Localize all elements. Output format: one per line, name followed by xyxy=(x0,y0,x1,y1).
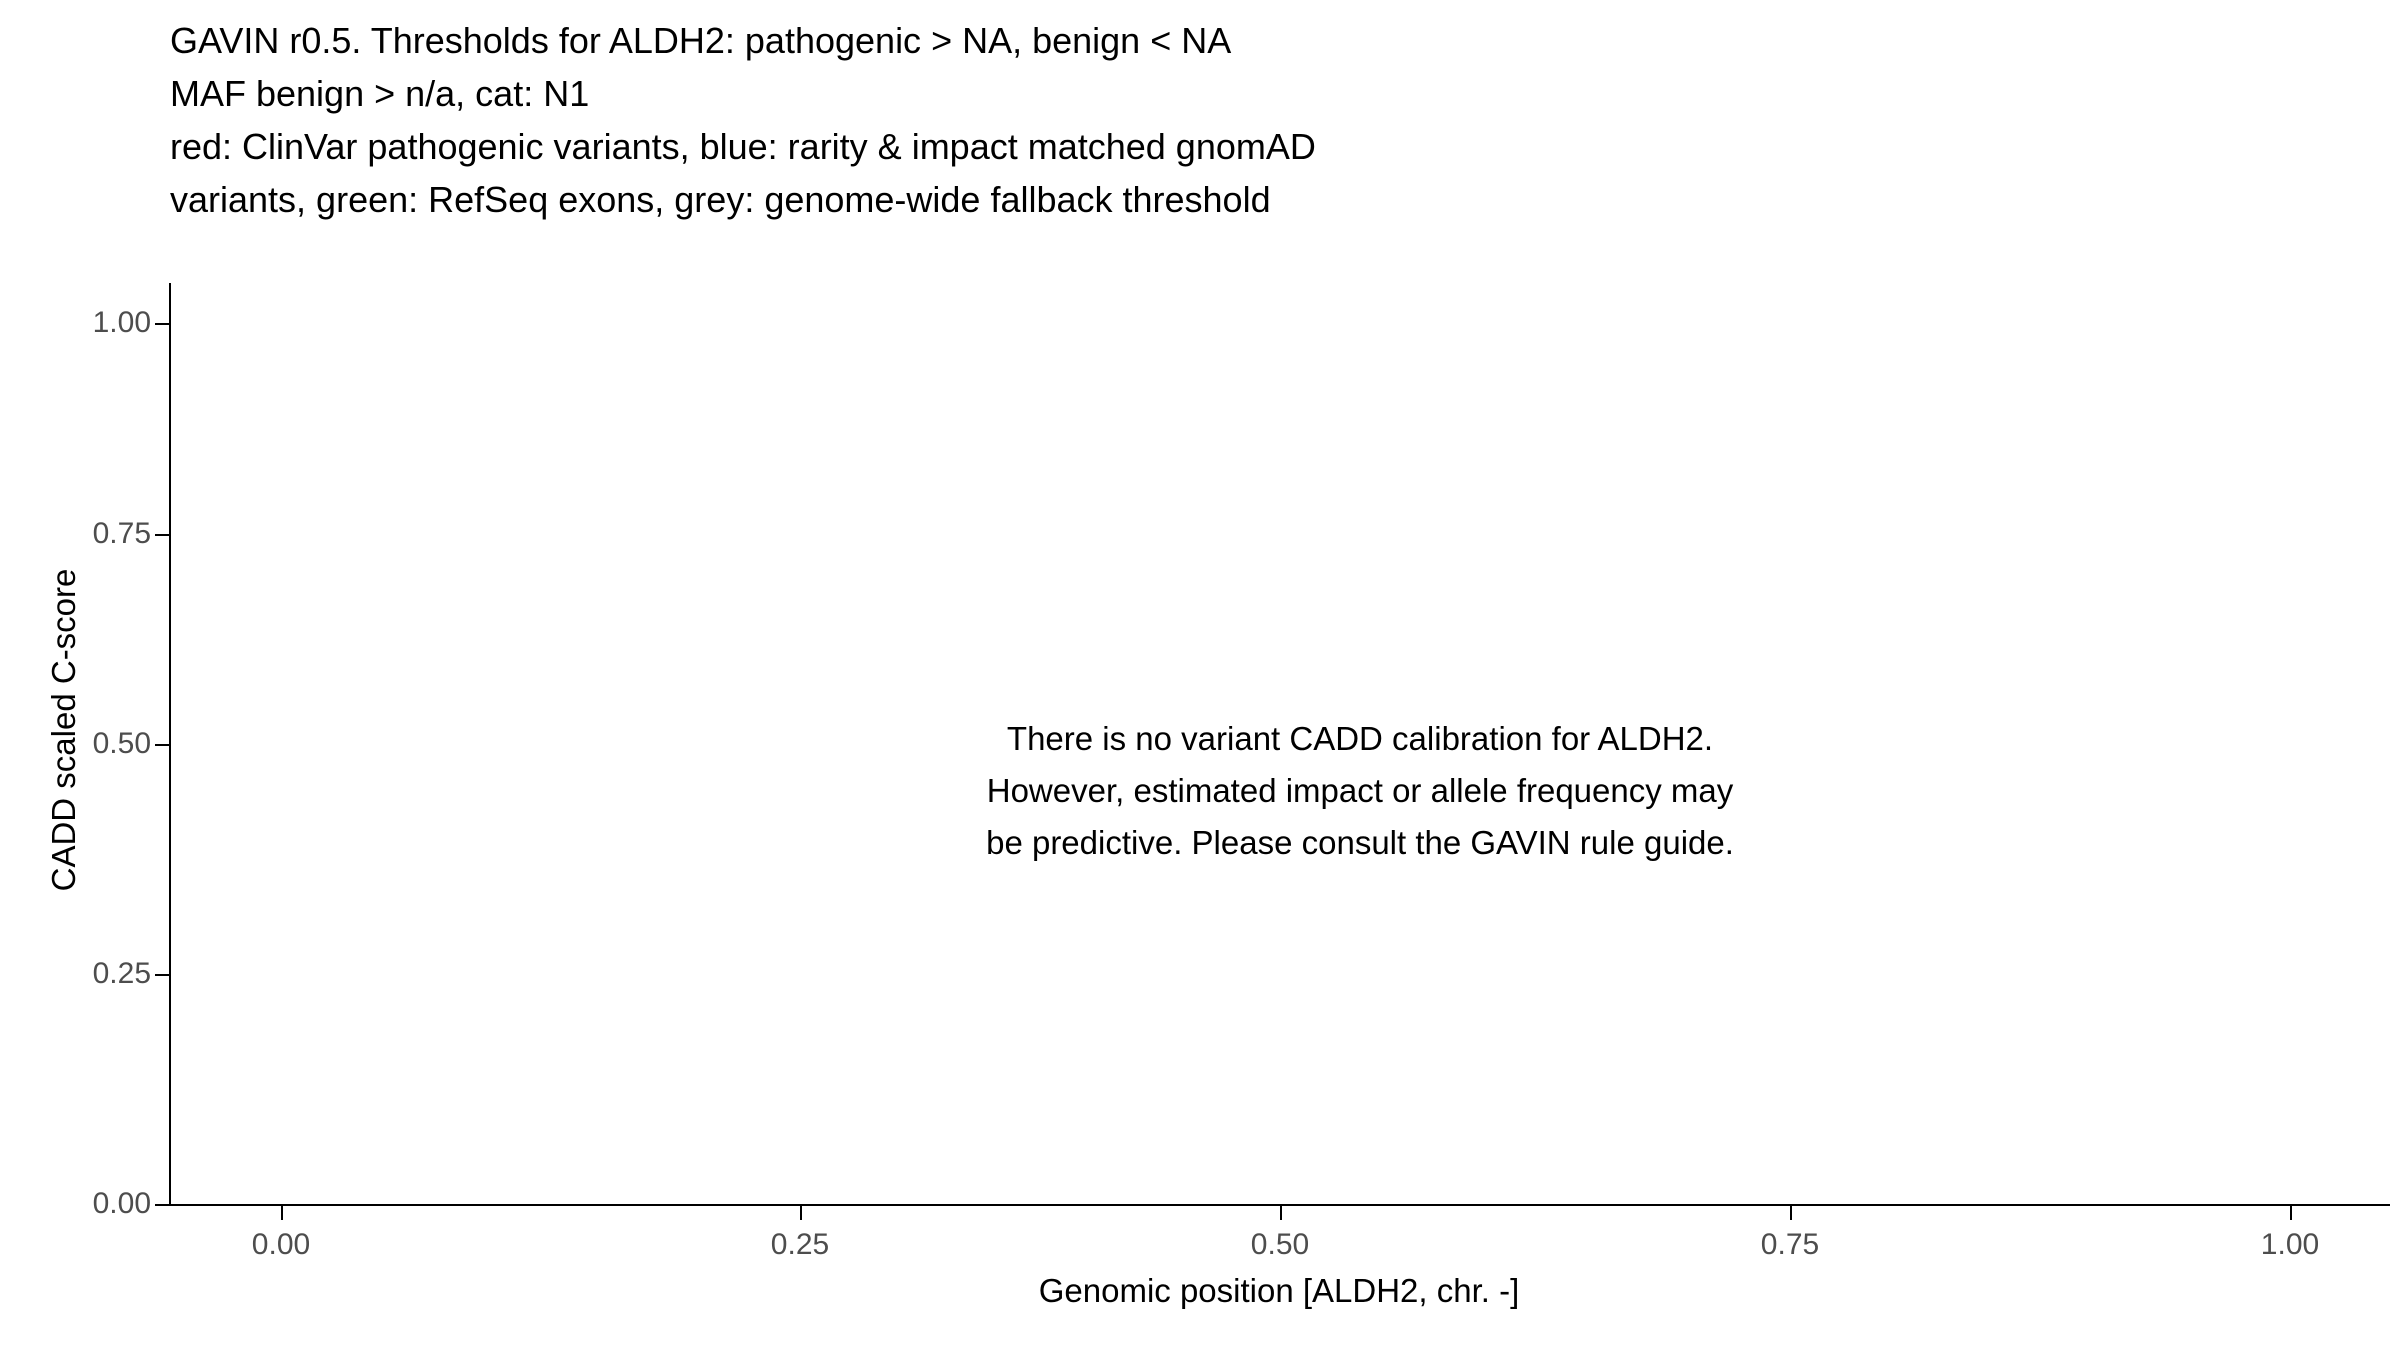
y-tick-mark-4 xyxy=(155,323,169,325)
plot-panel xyxy=(170,283,2390,1205)
chart-title-line-3: red: ClinVar pathogenic variants, blue: rarity & impact matched gnomAD xyxy=(170,126,1316,167)
y-tick-mark-3 xyxy=(155,534,169,536)
annotation-line-2: However, estimated impact or allele frequency may xyxy=(986,772,1734,809)
annotation-line-3: be predictive. Please consult the GAVIN rule guide. xyxy=(986,824,1734,861)
chart-title xyxy=(170,14,2170,226)
y-tick-label-1: 0.25 xyxy=(92,957,151,990)
chart-title-line-2: MAF benign > n/a, cat: N1 xyxy=(170,73,590,114)
x-tick-mark-3 xyxy=(1790,1206,1792,1220)
x-tick-label-0: 0.00 xyxy=(251,1228,311,1261)
y-axis-label: CADD scaled C-score xyxy=(45,568,82,892)
x-tick-mark-2 xyxy=(1280,1206,1282,1220)
chart-title-line-4: variants, green: RefSeq exons, grey: genome-wide fallback threshold xyxy=(170,179,1271,220)
y-tick-mark-0 xyxy=(155,1204,169,1206)
y-tick-label-2: 0.50 xyxy=(92,727,151,760)
x-tick-label-1: 0.25 xyxy=(770,1228,830,1261)
y-tick-label-4: 1.00 xyxy=(92,306,151,339)
x-tick-mark-1 xyxy=(800,1206,802,1220)
annotation-line-1: There is no variant CADD calibration for ALDH2. xyxy=(1006,720,1714,757)
y-tick-mark-1 xyxy=(155,974,169,976)
y-tick-mark-2 xyxy=(155,744,169,746)
y-tick-label-3: 0.75 xyxy=(92,517,151,550)
x-tick-label-2: 0.50 xyxy=(1250,1228,1310,1261)
chart-title-line-1: GAVIN r0.5. Thresholds for ALDH2: pathogenic > NA, benign < NA xyxy=(170,20,1232,61)
y-axis-line xyxy=(169,283,171,1205)
y-tick-label-0: 0.00 xyxy=(92,1187,151,1220)
x-tick-mark-0 xyxy=(281,1206,283,1220)
x-tick-mark-4 xyxy=(2290,1206,2292,1220)
x-tick-label-4: 1.00 xyxy=(2260,1228,2320,1261)
empty-state-annotation xyxy=(770,713,1950,869)
x-axis-label: Genomic position [ALDH2, chr. -] xyxy=(1038,1272,1520,1309)
x-tick-label-3: 0.75 xyxy=(1760,1228,1820,1261)
